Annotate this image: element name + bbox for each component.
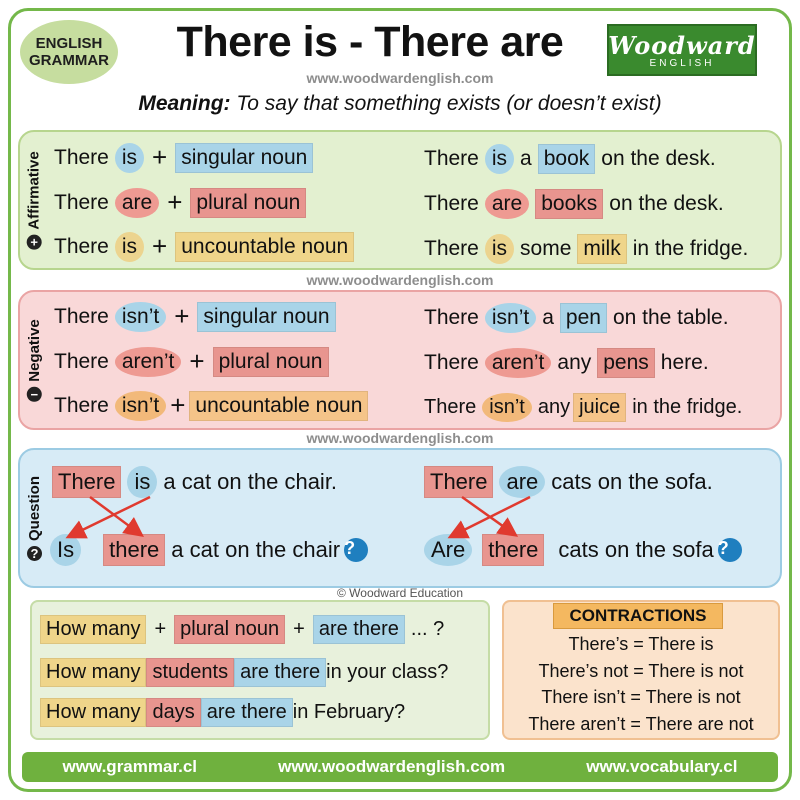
rule-noun: singular noun: [175, 143, 313, 173]
rule-verb: are: [115, 188, 159, 218]
rule-there: There: [54, 234, 109, 258]
example-verb: isn’t: [482, 393, 532, 422]
rule-noun: plural noun: [190, 188, 306, 218]
arrow-is-to-is-left: [70, 497, 150, 536]
example-verb: are: [485, 189, 529, 219]
statement-there: There: [52, 466, 121, 498]
statement-verb: is: [127, 466, 157, 498]
are-there-box: are there: [313, 615, 405, 644]
site-url-watermark-1[interactable]: www.woodwardenglish.com: [306, 272, 494, 288]
example-verb: is: [485, 144, 514, 174]
example-rest: on the desk.: [601, 147, 716, 170]
badge-line-2: GRAMMAR: [29, 52, 109, 69]
example-there: There: [424, 147, 479, 170]
ellipsis-question: ... ?: [410, 618, 445, 640]
example-rest: in the fridge.: [632, 237, 749, 260]
plus-sign: +: [167, 187, 183, 217]
example-noun: pens: [597, 348, 655, 378]
statement-rest: cats on the sofa.: [551, 469, 713, 494]
plus-sign: +: [154, 618, 167, 640]
example-noun: pen: [560, 303, 607, 333]
footer-link-woodwardenglish[interactable]: www.woodwardenglish.com: [278, 757, 506, 776]
site-url-top[interactable]: www.woodwardenglish.com: [306, 70, 494, 86]
example-noun: milk: [577, 234, 626, 264]
how-many-example-1: [40, 658, 448, 687]
rule-verb: aren’t: [115, 347, 182, 377]
example-rest: in February?: [292, 701, 406, 723]
how-many-example-2: [40, 698, 405, 727]
rule-there: There: [54, 349, 109, 373]
meaning-label: Meaning:: [138, 92, 231, 115]
example-there: There: [424, 192, 479, 215]
contraction-line-4: There aren’t = There are not: [528, 714, 754, 734]
question-rest: cats on the sofa: [558, 537, 714, 562]
rule-noun: singular noun: [197, 302, 335, 332]
rule-there: There: [54, 190, 109, 214]
example-noun: students: [146, 658, 234, 687]
question-there: there: [482, 534, 544, 566]
plus-sign: +: [170, 390, 186, 420]
arrow-are-to-are-right: [452, 497, 530, 536]
rule-there: There: [54, 145, 109, 169]
contractions-title: CONTRACTIONS: [553, 603, 723, 629]
are-there-box: are there: [234, 658, 326, 687]
page-title: There is - There are: [176, 18, 564, 66]
rule-verb: is: [115, 143, 144, 173]
are-there-box: are there: [201, 698, 293, 727]
badge-line-1: ENGLISH: [35, 35, 103, 52]
rule-noun: plural noun: [213, 347, 329, 377]
question-verb: Are: [424, 534, 472, 566]
logo-word: Woodward: [608, 31, 756, 60]
example-noun: days: [146, 698, 200, 727]
plus-icon: +: [27, 234, 42, 249]
logo-subword: ENGLISH: [649, 58, 715, 69]
contraction-line-2: There’s not = There is not: [538, 661, 744, 681]
example-article: a: [542, 306, 554, 329]
example-there: There: [424, 306, 479, 329]
plus-sign: +: [293, 618, 305, 640]
example-article: a: [520, 147, 532, 170]
question-verb: Is: [50, 534, 81, 566]
example-there: There: [424, 396, 477, 418]
footer-links: [22, 752, 778, 782]
footer-link-vocabulary[interactable]: www.vocabulary.cl: [586, 757, 738, 776]
example-verb: is: [485, 234, 514, 264]
example-rest: here.: [660, 351, 709, 374]
rule-there: There: [54, 393, 109, 417]
example-there: There: [424, 237, 479, 260]
example-verb: isn’t: [485, 303, 536, 333]
statement-verb: are: [499, 466, 545, 498]
example-noun: book: [538, 144, 596, 174]
statement-rest: a cat on the chair.: [163, 469, 338, 494]
example-noun: books: [535, 189, 603, 219]
question-icon: ?: [27, 546, 42, 561]
rule-there: There: [54, 304, 109, 328]
question-rest: a cat on the chair: [171, 537, 341, 562]
example-rest: in the fridge.: [632, 396, 743, 418]
question-there: there: [103, 534, 165, 566]
site-url-watermark-2[interactable]: www.woodwardenglish.com: [306, 430, 494, 446]
how-many-word: How many: [40, 698, 146, 727]
rule-noun: uncountable noun: [189, 391, 368, 421]
example-rest: on the desk.: [609, 192, 724, 215]
copyright: © Woodward Education: [336, 586, 464, 600]
footer-link-grammar[interactable]: www.grammar.cl: [62, 757, 198, 776]
arrow-there-to-there-left: [90, 497, 140, 534]
example-article: any: [557, 351, 592, 374]
example-there: There: [424, 351, 479, 374]
example-article: some: [520, 237, 572, 260]
plural-noun-box: plural noun: [174, 615, 285, 644]
example-rest: in your class?: [326, 661, 449, 683]
question-mark-icon: ?: [344, 538, 368, 562]
how-many-word: How many: [40, 615, 146, 644]
plus-sign: +: [189, 346, 205, 376]
rule-verb: isn’t: [115, 391, 166, 421]
plus-sign: +: [152, 142, 168, 172]
plus-sign: +: [174, 301, 190, 331]
affirmative-label: Affirmative: [25, 150, 43, 230]
contraction-line-3: There isn’t = There is not: [541, 687, 741, 707]
example-noun: juice: [573, 393, 626, 422]
rule-verb: is: [115, 232, 144, 262]
example-rest: on the table.: [612, 306, 729, 329]
how-many-word: How many: [40, 658, 146, 687]
question-mark-icon: ?: [718, 538, 742, 562]
meaning-text: To say that something exists (or doesn’t exist): [236, 92, 662, 115]
plus-sign: +: [152, 231, 168, 261]
how-many-rule: [40, 615, 444, 644]
negative-label: Negative: [25, 318, 43, 382]
example-article: any: [537, 396, 571, 418]
question-label: Question: [25, 475, 43, 541]
contraction-line-1: There’s = There is: [568, 634, 714, 654]
rule-noun: uncountable noun: [175, 232, 354, 262]
minus-icon: −: [27, 386, 42, 401]
statement-there: There: [424, 466, 493, 498]
rule-verb: isn’t: [115, 302, 166, 332]
example-verb: aren’t: [485, 348, 552, 378]
